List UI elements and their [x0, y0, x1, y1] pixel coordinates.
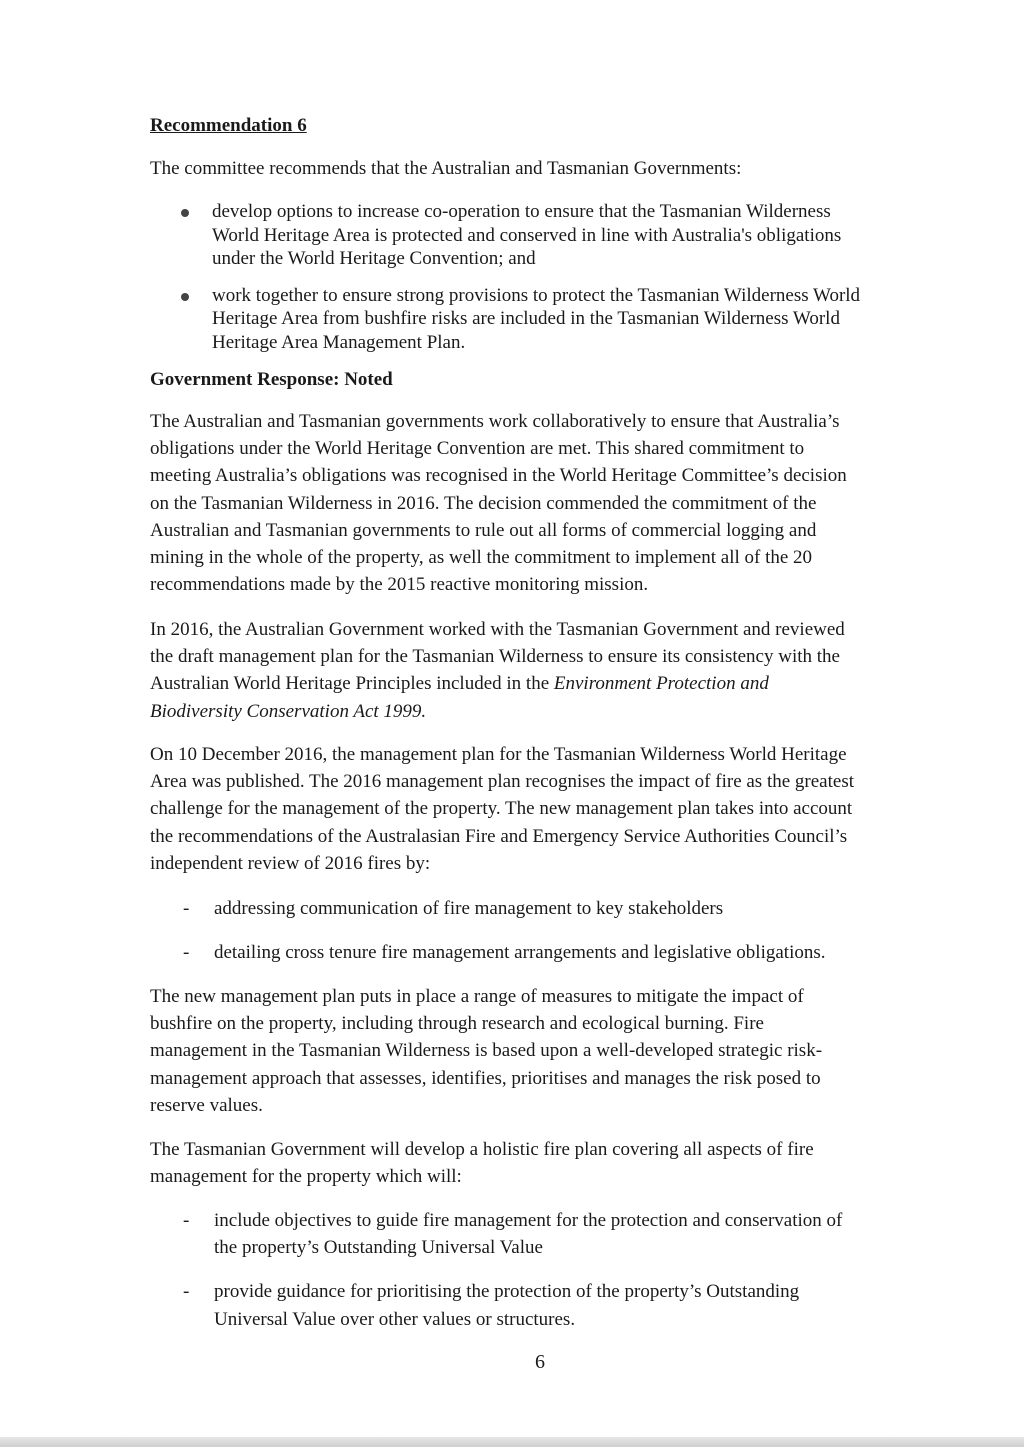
intro-sentence: The committee recommends that the Australian and Tasmanian Governments:	[150, 158, 742, 179]
paragraph-line: obligations under the World Heritage Convention are met. This shared commitment to	[150, 438, 805, 460]
dash-list-item	[150, 1278, 930, 1332]
paragraph-line: The Australian and Tasmanian governments work collaboratively to ensure that Australia’s	[150, 411, 840, 432]
paragraph-management-plan-review	[150, 616, 930, 725]
scan-bottom-edge	[0, 1437, 1024, 1447]
paragraph-line: recommendations made by the 2015 reactive monitoring mission.	[150, 574, 649, 596]
paragraph-line: the recommendations of the Australasian Fire and Emergency Service Authorities Council’s	[150, 825, 848, 847]
paragraph-plan-published	[150, 741, 930, 877]
bullet-item	[150, 200, 950, 271]
paragraph-line: The new management plan puts in place a range of measures to mitigate the impact of	[150, 986, 804, 1007]
paragraph-text: Australian World Heritage Principles included in the	[150, 673, 554, 695]
dash-list-item	[150, 895, 930, 922]
dash-list-item	[150, 1207, 930, 1261]
bullet-line: under the World Heritage Convention; and	[212, 248, 536, 269]
paragraph-line: on the Tasmanian Wilderness in 2016. The decision commended the commitment of the	[150, 492, 817, 514]
act-title-italic: Environment Protection and	[553, 673, 769, 695]
bullet-line: develop options to increase co-operation to ensure that the Tasmanian Wilderness	[212, 201, 831, 222]
dash-list-item	[150, 939, 930, 966]
dash-item-line: the property’s Outstanding Universal Value	[214, 1237, 543, 1259]
paragraph-line: Area was published. The 2016 management plan recognises the impact of fire as the greatest	[150, 771, 854, 793]
paragraph-line: Australian and Tasmanian governments to rule out all forms of commercial logging and	[150, 519, 817, 541]
paragraph-mitigation-measures	[150, 983, 930, 1119]
paragraph-line: management approach that assesses, identifies, prioritises and manages the risk posed to	[150, 1067, 821, 1089]
dash-bullet-icon: -	[183, 898, 190, 919]
bullet-line: work together to ensure strong provisions to protect the Tasmanian Wilderness World	[212, 284, 861, 306]
paragraph-holistic-fire-plan	[150, 1136, 930, 1190]
paragraph-line: On 10 December 2016, the management plan for the Tasmanian Wilderness World Heritage	[150, 744, 847, 765]
dash-item-line: include objectives to guide fire management for the protection and conservation of	[214, 1210, 843, 1231]
government-response-heading: Government Response: Noted	[150, 369, 393, 390]
bullet-dot-icon	[181, 293, 189, 301]
bullet-line: Heritage Area Management Plan.	[212, 331, 466, 353]
fire-plan-objectives-list	[150, 1207, 930, 1333]
review-measures-list	[150, 895, 930, 966]
act-title-italic: Biodiversity Conservation Act 1999.	[150, 700, 427, 722]
paragraph-line: In 2016, the Australian Government worked with the Tasmanian Government and reviewed	[150, 619, 845, 640]
dash-bullet-icon: -	[183, 1210, 190, 1231]
dash-item-text: addressing communication of fire management to key stakeholders	[214, 898, 724, 919]
paragraph-line: management for the property which will:	[150, 1166, 462, 1188]
paragraph-line: bushfire on the property, including through research and ecological burning. Fire	[150, 1013, 764, 1035]
paragraph-line: mining in the whole of the property, as well the commitment to implement all of the 20	[150, 547, 813, 569]
paragraph-line: reserve values.	[150, 1094, 263, 1116]
dash-item-line: Universal Value over other values or structures.	[214, 1308, 576, 1330]
dash-item-line: provide guidance for prioritising the protection of the property’s Outstanding	[214, 1281, 800, 1303]
dash-item-text: detailing cross tenure fire management arrangements and legislative obligations.	[214, 942, 826, 964]
paragraph-line	[150, 670, 930, 697]
paragraph-line: management in the Tasmanian Wilderness is based upon a well-developed strategic risk-	[150, 1040, 823, 1062]
recommendation-bullet-list	[150, 200, 950, 354]
bullet-line: World Heritage Area is protected and conserved in line with Australia's obligations	[212, 224, 842, 246]
dash-bullet-icon: -	[183, 942, 190, 964]
dash-bullet-icon: -	[183, 1281, 190, 1303]
paragraph-line: the draft management plan for the Tasmanian Wilderness to ensure its consistency with the	[150, 646, 840, 668]
paragraph-line: challenge for the management of the property. The new management plan takes into account	[150, 798, 853, 820]
paragraph-line: The Tasmanian Government will develop a holistic fire plan covering all aspects of fire	[150, 1139, 814, 1160]
page-number: 6	[535, 1351, 545, 1373]
bullet-dot-icon	[181, 209, 189, 217]
paragraph-line	[150, 698, 930, 725]
bullet-item	[150, 284, 950, 355]
paragraph-collaboration	[150, 408, 930, 598]
bullet-line: Heritage Area from bushfire risks are included in the Tasmanian Wilderness World	[212, 308, 840, 329]
paragraph-line: independent review of 2016 fires by:	[150, 852, 431, 874]
paragraph-line: meeting Australia’s obligations was recognised in the World Heritage Committee’s decision	[150, 465, 847, 487]
recommendation-heading: Recommendation 6	[150, 115, 307, 136]
